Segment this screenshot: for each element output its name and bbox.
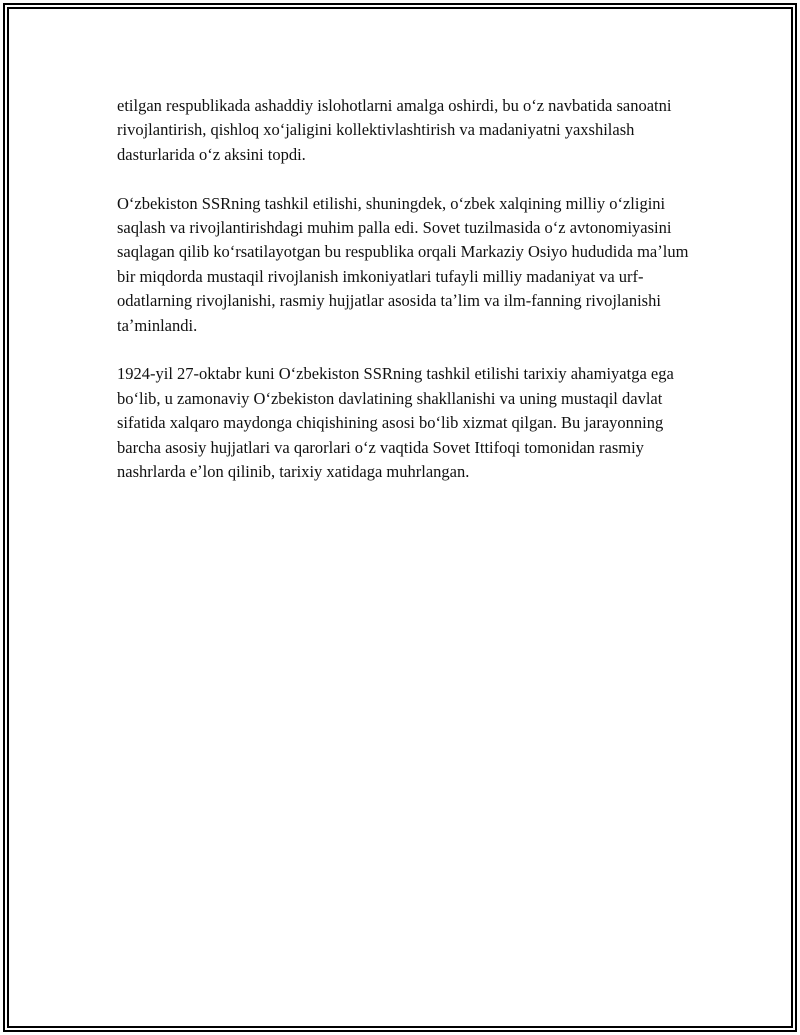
paragraph-1: etilgan respublikada ashaddiy islohotlarni amalga oshirdi, bu oʻz navbatida sanoatni rivojlantirish, qishloq xoʻjaligini kollektivlashtirish va madaniyatni yaxshilash dasturlarida oʻz aksini topdi. (117, 96, 672, 164)
paragraph-2: Oʻzbekiston SSRning tashkil etilishi, shuningdek, oʻzbek xalqining milliy oʻzligini saqlash va rivojlantirishdagi muhim palla edi. Sovet tuzilmasida oʻz avtonomiyasini saqlagan qilib koʻrsatilayotgan bu respublika orqali Markaziy Osiyo hududida maʼlum bir miqdorda mustaqil rivojlanish imkoniyatlari tufayli milliy madaniyat va urf-odatlarning rivojlanishi, rasmiy hujjatlar asosida taʼlim va ilm-fanning rivojlanishi taʼminlandi. (117, 193, 689, 335)
paragraph-3: 1924-yil 27-oktabr kuni Oʻzbekiston SSRning tashkil etilishi tarixiy ahamiyatga ega boʻlib, u zamonaviy Oʻzbekiston davlatining shakllanishi va uning mustaqil davlat sifatida xalqaro maydonga chiqishining asosi boʻlib xizmat qilgan. Bu jarayonning barcha asosiy hujjatlari va qarorlari oʻz vaqtida Sovet Ittifoqi tomonidan rasmiy nashrlarda eʼlon qilinib, tarixiy xatidaga muhrlangan. (117, 364, 674, 482)
document-body (117, 94, 697, 509)
